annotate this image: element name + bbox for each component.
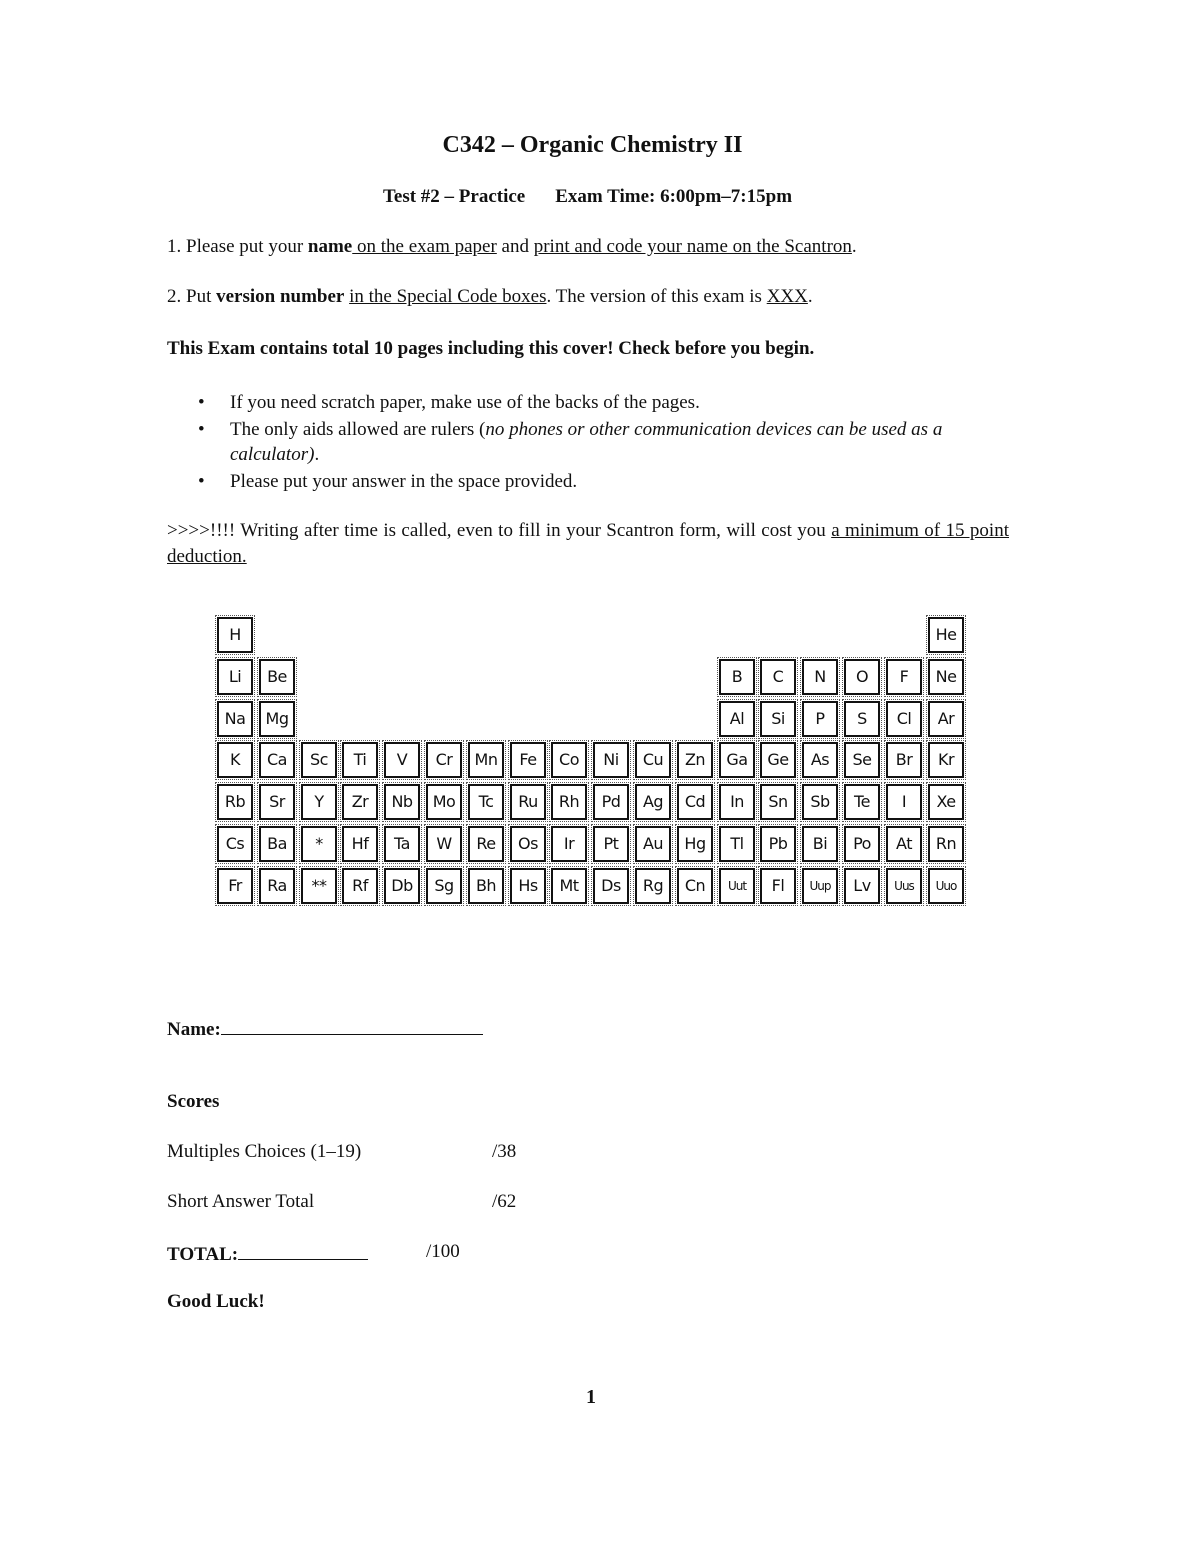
element-cell-tl: Tl <box>719 826 755 862</box>
element-cell-te: Te <box>844 784 880 820</box>
short-answer-label: Short Answer Total <box>167 1191 315 1212</box>
element-cell-w: W <box>426 826 462 862</box>
element-cell-pt: Pt <box>593 826 629 862</box>
name-label: Name: <box>167 1019 221 1040</box>
element-cell-pd: Pd <box>593 784 629 820</box>
element-cell-na: Na <box>217 701 253 737</box>
element-cell-nb: Nb <box>384 784 420 820</box>
element-cell-os: Os <box>510 826 546 862</box>
element-cell-kr: Kr <box>928 742 964 778</box>
element-cell-bi: Bi <box>802 826 838 862</box>
element-cell-zr: Zr <box>342 784 378 820</box>
element-cell-cd: Cd <box>677 784 713 820</box>
instruction-2-middle: . The version of this exam is <box>546 286 767 307</box>
element-cell-be: Be <box>259 659 295 695</box>
element-cell-br: Br <box>886 742 922 778</box>
rule-text: Please put your answer in the space provided. <box>230 471 578 492</box>
total-label: TOTAL: <box>167 1244 239 1265</box>
element-cell-hs: Hs <box>510 868 546 904</box>
element-cell-ti: Ti <box>342 742 378 778</box>
element-cell-uus: Uus <box>886 868 922 904</box>
element-cell-cr: Cr <box>426 742 462 778</box>
element-cell-sr: Sr <box>259 784 295 820</box>
name-field <box>167 1016 483 1041</box>
element-cell-xe: Xe <box>928 784 964 820</box>
element-cell-lv: Lv <box>844 868 880 904</box>
element-cell-hf: Hf <box>342 826 378 862</box>
instruction-2-underline: in the Special Code boxes <box>349 286 547 307</box>
element-cell-ar: Ar <box>928 701 964 737</box>
element-cell-db: Db <box>384 868 420 904</box>
mc-score-points: /38 <box>492 1141 517 1162</box>
instruction-1-prefix: 1. Please put your <box>167 236 308 257</box>
element-cell-ds: Ds <box>593 868 629 904</box>
scores-heading: Scores <box>167 1091 220 1112</box>
element-cell-y: Y <box>301 784 337 820</box>
element-cell-ba: Ba <box>259 826 295 862</box>
element-cell-co: Co <box>551 742 587 778</box>
element-cell-in: In <box>719 784 755 820</box>
element-cell-cs: Cs <box>217 826 253 862</box>
element-cell-au: Au <box>635 826 671 862</box>
element-cell-mn: Mn <box>468 742 504 778</box>
closing-text: Good Luck! <box>167 1291 265 1312</box>
element-cell-fe: Fe <box>510 742 546 778</box>
instruction-1-underline-b: print and code your name on the Scantron <box>533 236 852 257</box>
total-points: /100 <box>426 1241 460 1262</box>
element-cell-k: K <box>217 742 253 778</box>
element-cell-cl: Cl <box>886 701 922 737</box>
element-cell-ir: Ir <box>551 826 587 862</box>
element-cell-h: H <box>217 617 253 653</box>
element-cell-starstar: ** <box>301 868 337 904</box>
element-cell-ca: Ca <box>259 742 295 778</box>
element-cell-ag: Ag <box>635 784 671 820</box>
version-code: XXX <box>766 286 808 307</box>
instruction-1-underline-a: on the exam paper <box>352 236 497 257</box>
bullet-icon: • <box>198 471 205 492</box>
element-cell-mt: Mt <box>551 868 587 904</box>
element-cell-star: * <box>301 826 337 862</box>
instruction-2-suffix: . <box>807 286 813 307</box>
element-cell-si: Si <box>760 701 796 737</box>
total-blank[interactable] <box>238 1241 368 1260</box>
element-cell-he: He <box>928 617 964 653</box>
element-cell-se: Se <box>844 742 880 778</box>
total-field <box>167 1241 368 1266</box>
element-cell-uuo: Uuo <box>928 868 964 904</box>
element-cell-po: Po <box>844 826 880 862</box>
element-cell-i: I <box>886 784 922 820</box>
element-cell-sn: Sn <box>760 784 796 820</box>
name-blank[interactable] <box>221 1016 483 1035</box>
element-cell-rh: Rh <box>551 784 587 820</box>
element-cell-n: N <box>802 659 838 695</box>
instruction-1-bold: name <box>307 236 353 257</box>
element-cell-mg: Mg <box>259 701 295 737</box>
element-cell-zn: Zn <box>677 742 713 778</box>
element-cell-uup: Uup <box>802 868 838 904</box>
instruction-2-bold: version number <box>216 286 345 307</box>
element-cell-bh: Bh <box>468 868 504 904</box>
element-cell-ta: Ta <box>384 826 420 862</box>
element-cell-ga: Ga <box>719 742 755 778</box>
element-cell-fr: Fr <box>217 868 253 904</box>
element-cell-ne: Ne <box>928 659 964 695</box>
short-answer-points: /62 <box>492 1191 517 1212</box>
rule-text: The only aids allowed are rulers ( <box>230 419 486 440</box>
element-cell-c: C <box>760 659 796 695</box>
bullet-icon: • <box>198 392 205 413</box>
element-cell-pb: Pb <box>760 826 796 862</box>
element-cell-o: O <box>844 659 880 695</box>
warning-text: >>>>!!!! Writing after time is called, even to fill in your Scantron form, will cost you <box>167 520 832 541</box>
element-cell-fl: Fl <box>760 868 796 904</box>
element-cell-cn: Cn <box>677 868 713 904</box>
element-cell-rg: Rg <box>635 868 671 904</box>
element-cell-tc: Tc <box>468 784 504 820</box>
page-count-notice: This Exam contains total 10 pages including this cover! Check before you begin. <box>167 338 815 359</box>
element-cell-b: B <box>719 659 755 695</box>
element-cell-cu: Cu <box>635 742 671 778</box>
element-cell-al: Al <box>719 701 755 737</box>
warning-penalty: a minimum of 15 point deduction. <box>167 520 1009 567</box>
element-cell-rf: Rf <box>342 868 378 904</box>
element-cell-mo: Mo <box>426 784 462 820</box>
rule-text-suffix: . <box>314 444 320 465</box>
element-cell-hg: Hg <box>677 826 713 862</box>
exam-time: Exam Time: 6:00pm–7:15pm <box>555 186 793 207</box>
element-cell-sb: Sb <box>802 784 838 820</box>
element-cell-li: Li <box>217 659 253 695</box>
element-cell-at: At <box>886 826 922 862</box>
element-cell-sc: Sc <box>301 742 337 778</box>
element-cell-rb: Rb <box>217 784 253 820</box>
rule-text: If you need scratch paper, make use of the backs of the pages. <box>230 392 700 413</box>
mc-score-label: Multiples Choices (1–19) <box>167 1141 362 1162</box>
instruction-1-middle: and <box>496 236 534 257</box>
element-cell-ge: Ge <box>760 742 796 778</box>
page-number: 1 <box>586 1386 596 1408</box>
instruction-1-suffix: . <box>851 236 857 257</box>
element-cell-rn: Rn <box>928 826 964 862</box>
element-cell-v: V <box>384 742 420 778</box>
page-title: C342 – Organic Chemistry II <box>442 132 743 158</box>
rule-text-italic: no phones or other communication devices can be used as a calculator) <box>230 419 943 465</box>
element-cell-re: Re <box>468 826 504 862</box>
test-label: Test #2 – Practice <box>382 186 526 207</box>
element-cell-ru: Ru <box>510 784 546 820</box>
element-cell-as: As <box>802 742 838 778</box>
element-cell-f: F <box>886 659 922 695</box>
element-cell-s: S <box>844 701 880 737</box>
element-cell-sg: Sg <box>426 868 462 904</box>
element-cell-p: P <box>802 701 838 737</box>
bullet-icon: • <box>198 419 205 440</box>
instruction-2-prefix: 2. Put <box>167 286 217 307</box>
element-cell-ra: Ra <box>259 868 295 904</box>
element-cell-uut: Uut <box>719 868 755 904</box>
element-cell-ni: Ni <box>593 742 629 778</box>
